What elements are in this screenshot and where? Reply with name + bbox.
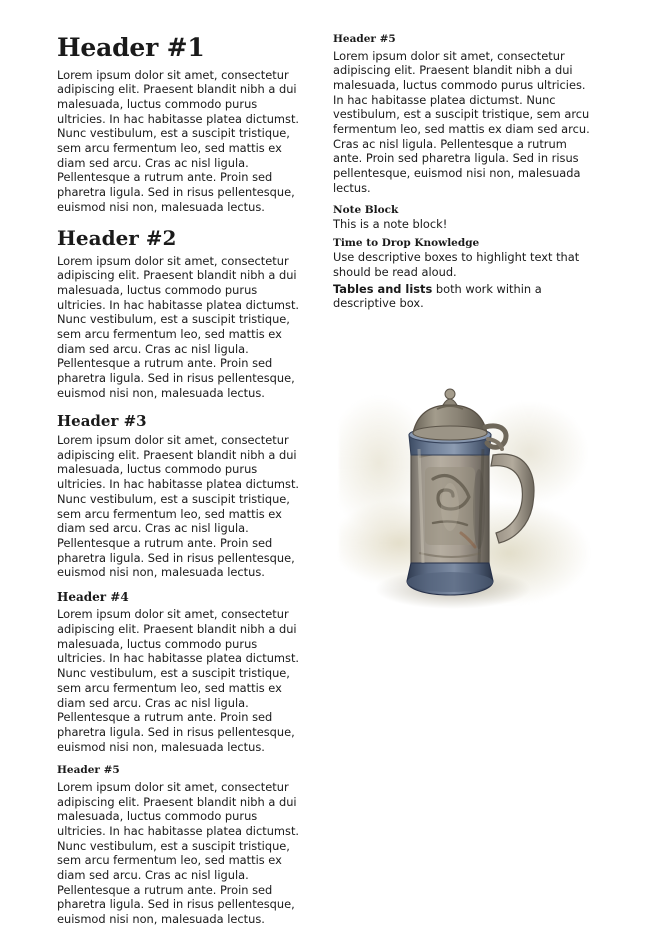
descriptive-block-line-2-bold: Tables and lists — [333, 281, 433, 296]
header-5-left: Header #5 — [57, 764, 120, 777]
beer-stein-icon — [333, 337, 595, 637]
beer-stein-illustration — [333, 337, 595, 637]
header-1: Header #1 — [57, 33, 205, 62]
descriptive-block-line-1: Use descriptive boxes to highlight text that should be read aloud. — [333, 250, 580, 280]
right-column — [333, 34, 595, 637]
header-3: Header #3 — [57, 411, 147, 430]
descriptive-block-title: Time to Drop Knowledge — [333, 236, 480, 249]
body-paragraph-1: Lorem ipsum dolor sit amet, consectetur adipiscing elit. Praesent blandit nibh a dui malesuada, luctus commodo purus ultricies. In hac habitasse platea dictumst. Nunc vestibulum, est a suscipit tristique, sem arcu fermentum leo, sed mattis ex diam sed arcu. Cras ac nisl ligula. Pellentesque a rutrum ante. Proin sed pharetra ligula. Sed in risus pellentesque, euismod nisi non, malesuada lectus. — [57, 67, 300, 214]
note-block-text: This is a note block! — [333, 217, 448, 232]
header-4: Header #4 — [57, 590, 129, 605]
body-paragraph-2: Lorem ipsum dolor sit amet, consectetur adipiscing elit. Praesent blandit nibh a dui malesuada, luctus commodo purus ultricies. In hac habitasse platea dictumst. Nunc vestibulum, est a suscipit tristique, sem arcu fermentum leo, sed mattis ex diam sed arcu. Cras ac nisl ligula. Pellentesque a rutrum ante. Proin sed pharetra ligula. Sed in risus pellentesque, euismod nisi non, malesuada lectus. — [57, 253, 300, 400]
right-header-group — [333, 34, 595, 46]
body-paragraph-3: Lorem ipsum dolor sit amet, consectetur adipiscing elit. Praesent blandit nibh a dui malesuada, luctus commodo purus ultricies. In hac habitasse platea dictumst. Nunc vestibulum, est a suscipit tristique, sem arcu fermentum leo, sed mattis ex diam sed arcu. Cras ac nisl ligula. Pellentesque a rutrum ante. Proin sed pharetra ligula. Sed in risus pellentesque, euismod nisi non, malesuada lectus. — [57, 433, 300, 580]
body-paragraph-right: Lorem ipsum dolor sit amet, consectetur adipiscing elit. Praesent blandit nibh a dui malesuada, luctus commodo purus ultricies. In hac habitasse platea dictumst. Nunc vestibulum, est a suscipit tristique, sem arcu fermentum leo, sed mattis ex diam sed arcu. Cras ac nisl ligula. Pellentesque a rutrum ante. Proin sed pharetra ligula. Sed in risus pellentesque, euismod nisi non, malesuada lectus. — [333, 48, 590, 195]
body-paragraph-5: Lorem ipsum dolor sit amet, consectetur adipiscing elit. Praesent blandit nibh a dui malesuada, luctus commodo purus ultricies. In hac habitasse platea dictumst. Nunc vestibulum, est a suscipit tristique, sem arcu fermentum leo, sed mattis ex diam sed arcu. Cras ac nisl ligula. Pellentesque a rutrum ante. Proin sed pharetra ligula. Sed in risus pellentesque, euismod nisi non, malesuada lectus. — [57, 779, 300, 927]
header-2: Header #2 — [57, 225, 177, 250]
descriptive-block-line-2-rest: both work within a descriptive box. — [333, 281, 542, 311]
header-5-right: Header #5 — [333, 33, 396, 45]
body-paragraph-4: Lorem ipsum dolor sit amet, consectetur adipiscing elit. Praesent blandit nibh a dui malesuada, luctus commodo purus ultricies. In hac habitasse platea dictumst. Nunc vestibulum, est a suscipit tristique, sem arcu fermentum leo, sed mattis ex diam sed arcu. Cras ac nisl ligula. Pellentesque a rutrum ante. Proin sed pharetra ligula. Sed in risus pellentesque, euismod nisi non, malesuada lectus. — [57, 607, 300, 754]
descriptive-block-line-2 — [333, 282, 595, 311]
left-column — [57, 34, 309, 931]
descriptive-block — [333, 238, 595, 311]
note-block — [333, 205, 595, 232]
note-block-title: Note Block — [333, 203, 399, 216]
